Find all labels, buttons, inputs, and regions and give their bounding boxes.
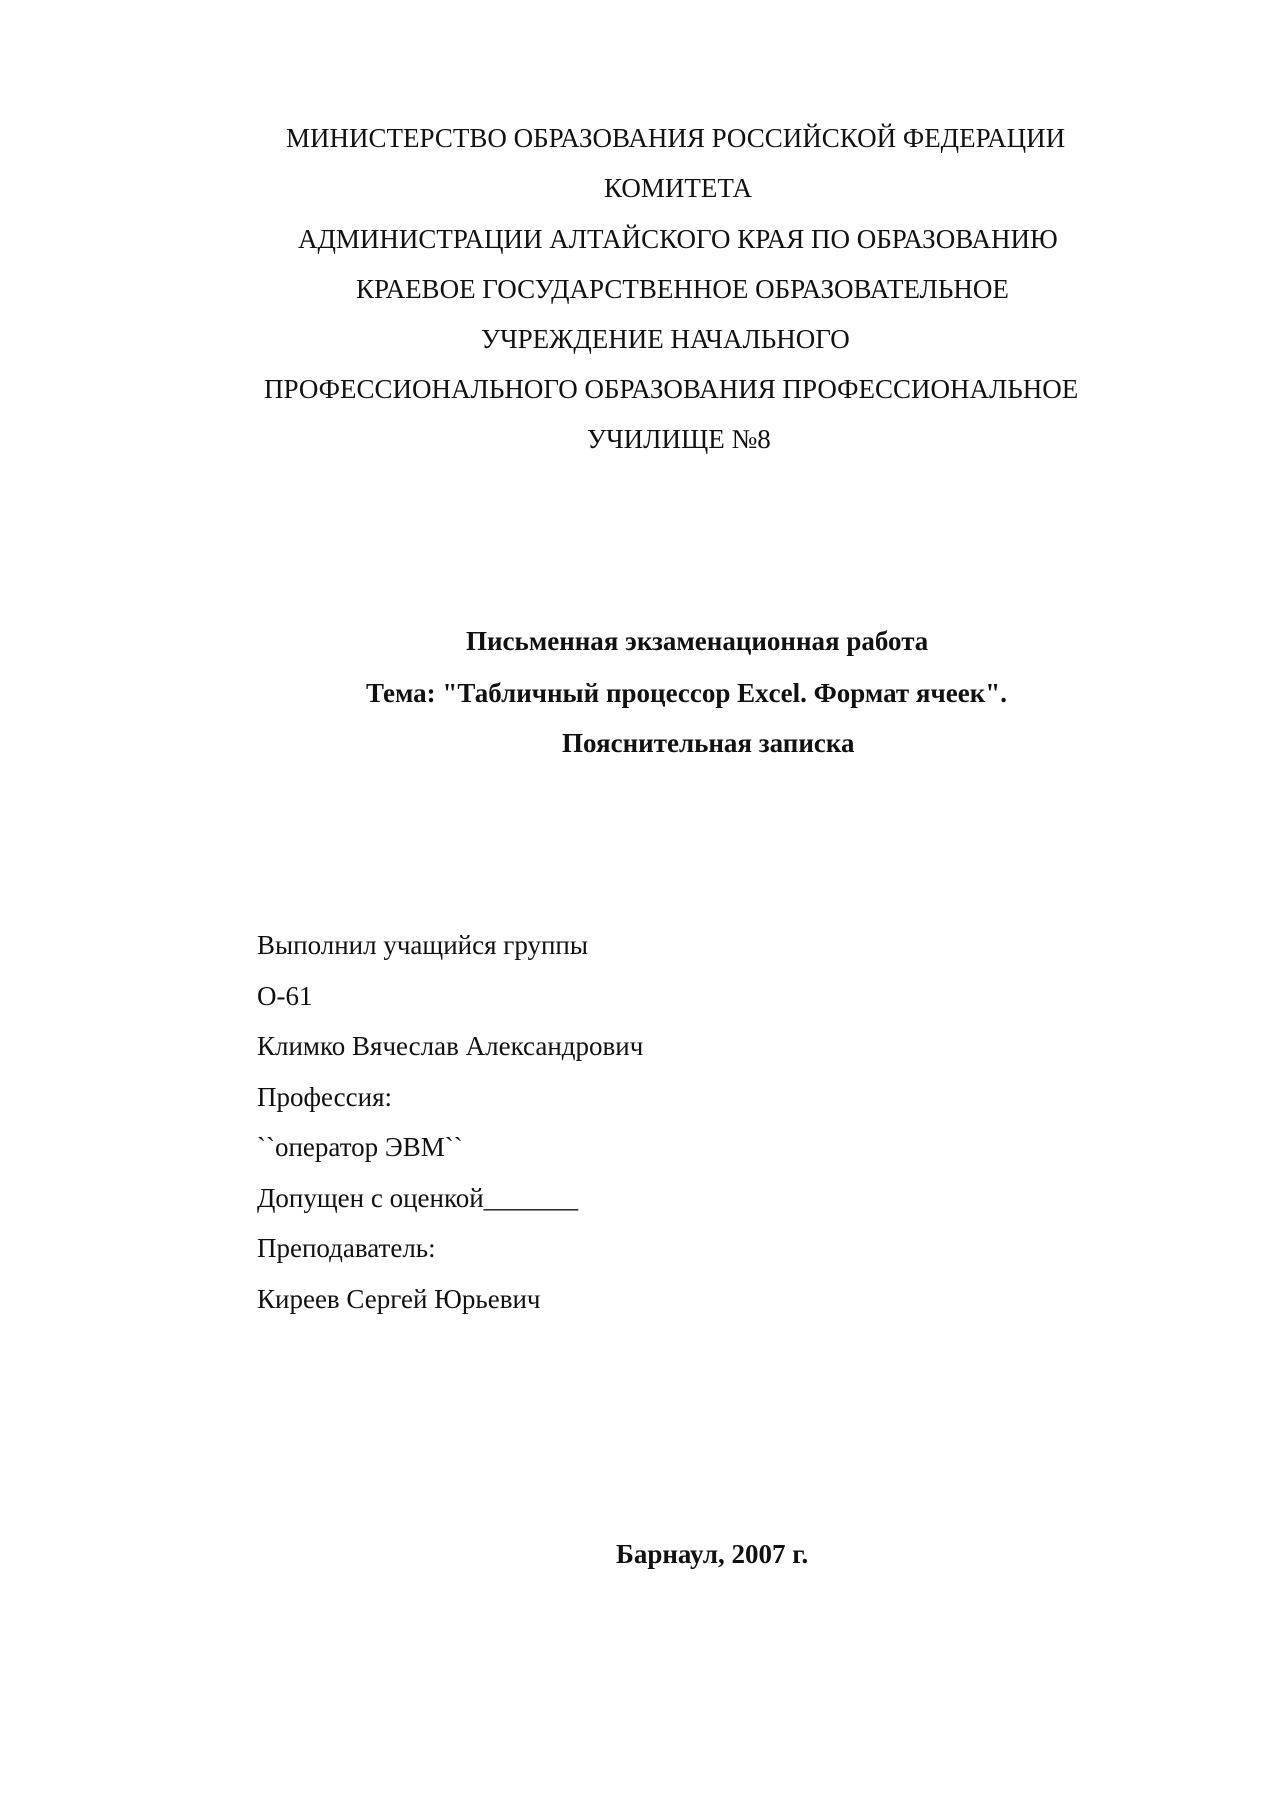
explanatory-note-title: Пояснительная записка: [562, 728, 855, 758]
group-number: О-61: [257, 981, 313, 1011]
teacher-label: Преподаватель:: [257, 1233, 436, 1263]
header-ministry: МИНИСТЕРСТВО ОБРАЗОВАНИЯ РОССИЙСКОЙ ФЕДЕРАЦИИ: [286, 123, 1066, 153]
header-regional-institution: КРАЕВОЕ ГОСУДАРСТВЕННОЕ ОБРАЗОВАТЕЛЬНОЕ: [356, 274, 1009, 304]
header-school-number: УЧИЛИЩЕ №8: [587, 424, 771, 454]
work-type-title: Письменная экзаменационная работа: [466, 626, 929, 656]
student-name: Климко Вячеслав Александрович: [257, 1031, 644, 1061]
topic-title: Тема: "Табличный процессор Excel. Формат ячеек".: [366, 678, 1008, 708]
grade-line: Допущен с оценкой_______: [257, 1183, 579, 1213]
profession-label: Профессия:: [257, 1082, 392, 1112]
profession-value: ``оператор ЭВМ``: [257, 1132, 463, 1162]
header-committee: КОМИТЕТА: [604, 173, 752, 203]
header-primary-institution: УЧРЕЖДЕНИЕ НАЧАЛЬНОГО: [481, 324, 850, 354]
performed-by-label: Выполнил учащийся группы: [257, 930, 589, 960]
header-administration: АДМИНИСТРАЦИИ АЛТАЙСКОГО КРАЯ ПО ОБРАЗОВАНИЮ: [298, 224, 1058, 254]
header-professional-education: ПРОФЕССИОНАЛЬНОГО ОБРАЗОВАНИЯ ПРОФЕССИОНАЛЬНОЕ: [264, 374, 1079, 404]
teacher-name: Киреев Сергей Юрьевич: [257, 1284, 541, 1314]
place-and-year: Барнаул, 2007 г.: [616, 1539, 809, 1569]
